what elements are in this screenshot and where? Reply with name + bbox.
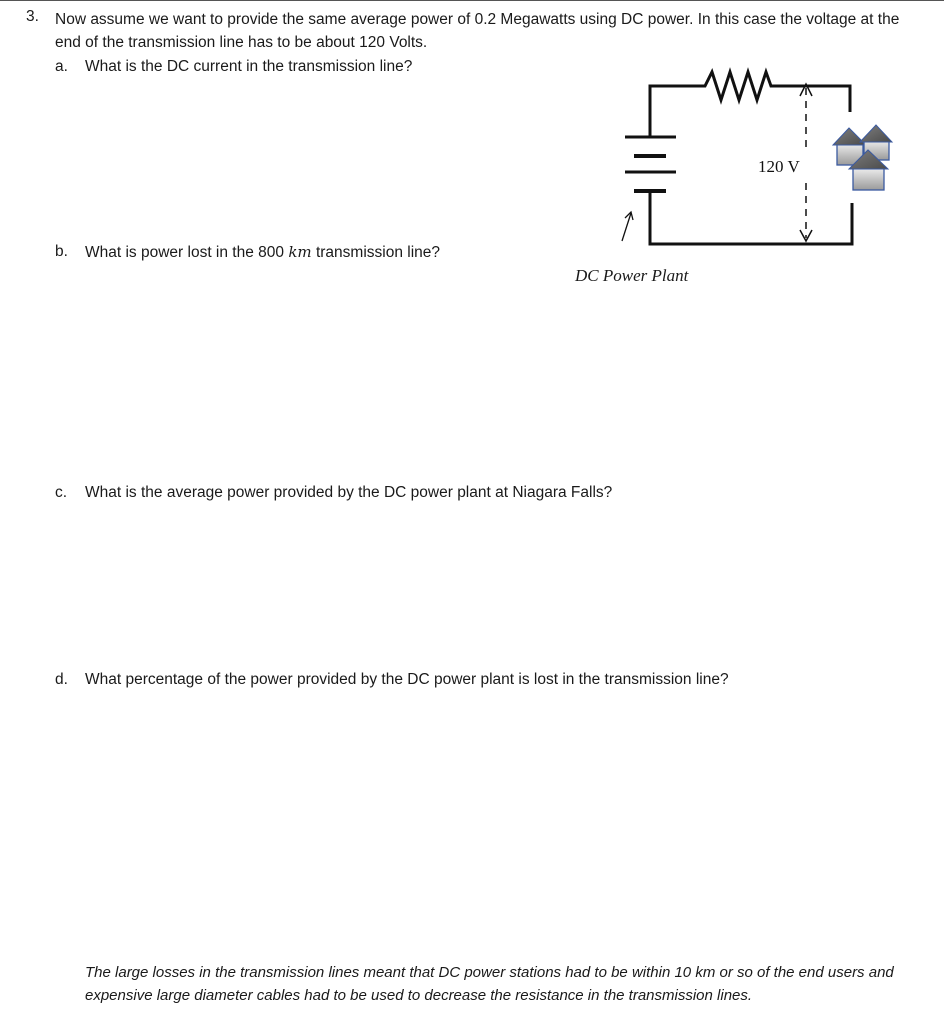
part-b-text [85, 243, 440, 262]
voltage-label: 120 V [758, 157, 800, 176]
part-b-text-after: transmission line? [311, 244, 441, 261]
footnote: The large losses in the transmission lines meant that DC power stations had to be within 10 km or so of the end users and expensive large diameter cables had to be used to decrease the resistance in the transmission lines. [85, 964, 894, 1004]
part-b-label: b. [55, 243, 68, 260]
top-rule [0, 0, 944, 1]
diagram-caption: DC Power Plant [575, 266, 689, 285]
dc-circuit-diagram [560, 60, 900, 300]
question-number: 3. [26, 8, 39, 25]
part-d-text: What percentage of the power provided by the DC power plant is lost in the transmission line? [85, 671, 729, 688]
bottom-wire [650, 191, 852, 244]
question-text: Now assume we want to provide the same average power of 0.2 Megawatts using DC power. In this case the voltage at the end of the transmission line has to be about 120 Volts. [55, 11, 900, 51]
part-d-label: d. [55, 671, 68, 688]
part-c-text: What is the average power provided by the DC power plant at Niagara Falls? [85, 484, 613, 501]
part-a-label: a. [55, 58, 68, 75]
part-c-label: c. [55, 484, 68, 501]
part-b-unit: km [288, 243, 312, 261]
part-a-text: What is the DC current in the transmission line? [85, 58, 413, 75]
part-b-text-before: What is power lost in the 800 [85, 244, 289, 261]
top-wire-with-resistor [650, 72, 850, 137]
